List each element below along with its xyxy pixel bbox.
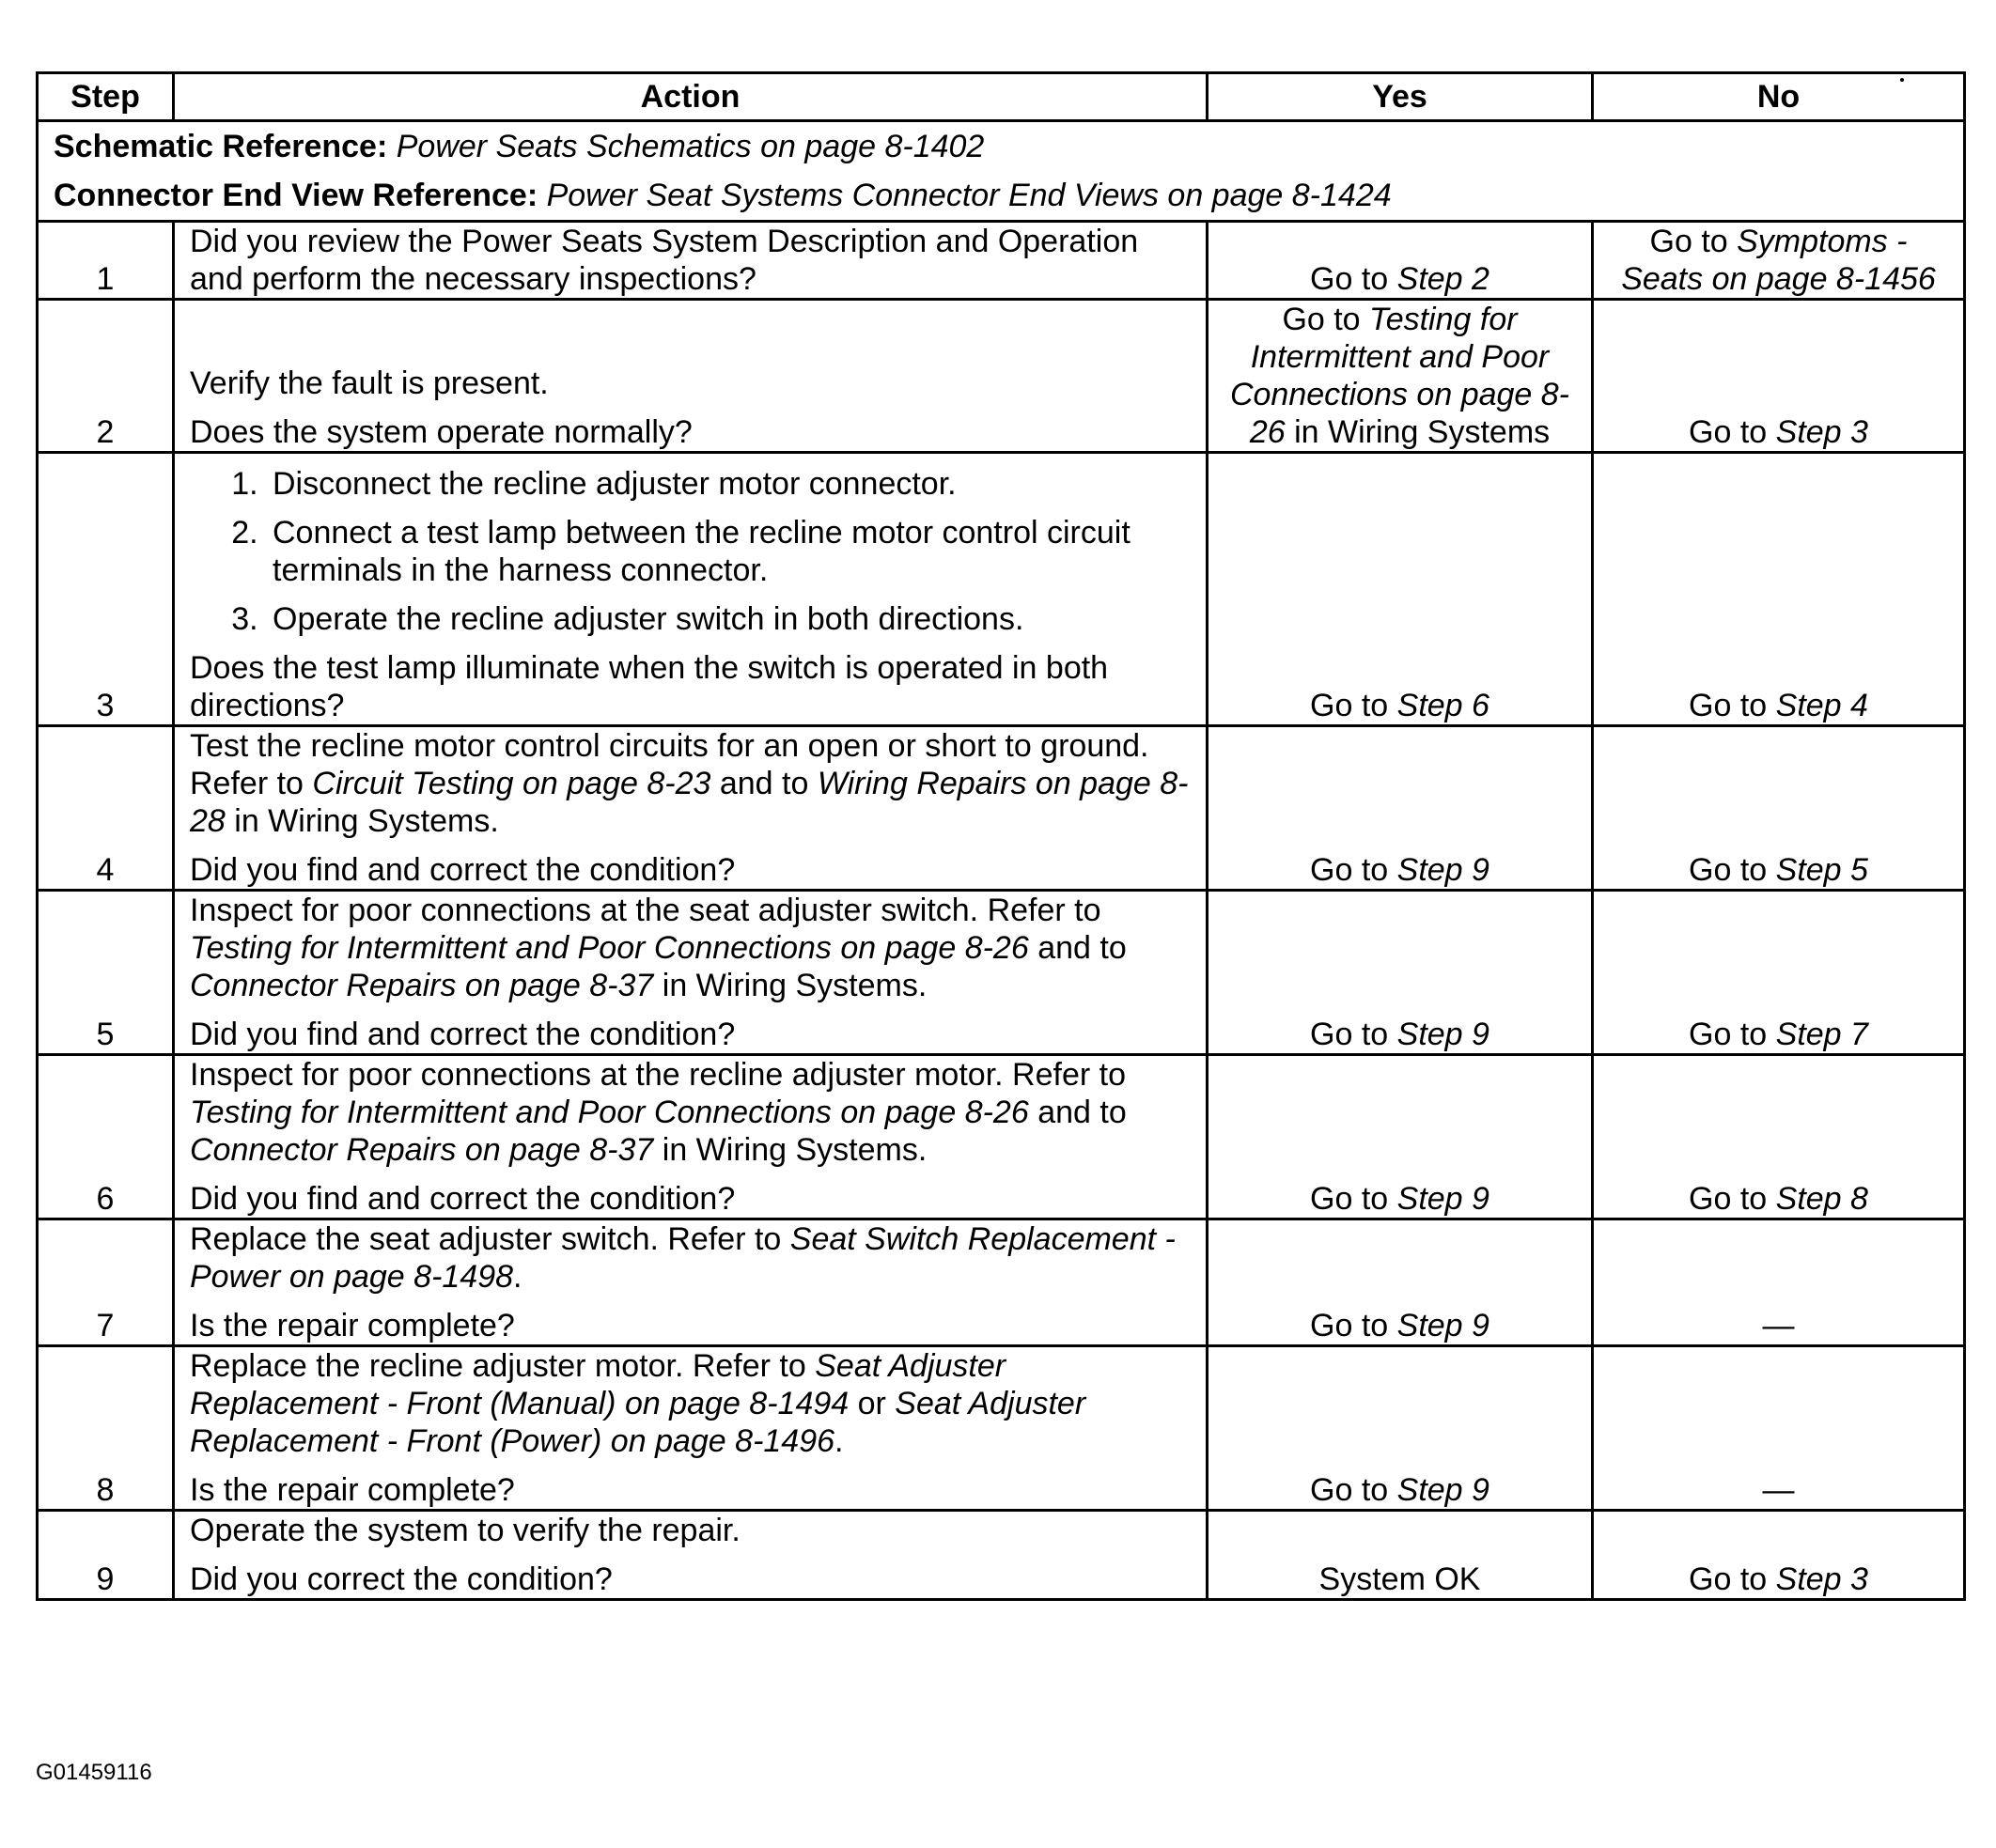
action-paragraph: Replace the seat adjuster switch. Refer to Seat Switch Replacement - Power on page 8-1498. bbox=[190, 1221, 1176, 1295]
action-paragraph: Did you correct the condition? bbox=[190, 1561, 613, 1597]
substep-item: 2. Connect a test lamp between the recline motor control circuit terminals in the harness connector. bbox=[267, 514, 1191, 589]
connector-reference-value: Power Seat Systems Connector End Views on page 8-1424 bbox=[546, 178, 1392, 213]
no-cell: Go to Symptoms - Seats on page 8-1456 bbox=[1593, 222, 1965, 300]
no-cell: Go to Step 8 bbox=[1593, 1055, 1965, 1219]
action-paragraph: Is the repair complete? bbox=[190, 1308, 515, 1343]
step-number: 7 bbox=[38, 1219, 174, 1346]
no-cell: — bbox=[1593, 1219, 1965, 1346]
action-paragraph: Did you find and correct the condition? bbox=[190, 1181, 736, 1217]
connector-reference bbox=[54, 171, 1948, 220]
step-number: 9 bbox=[38, 1511, 174, 1600]
header-no: No bbox=[1593, 73, 1965, 121]
action-paragraph: Inspect for poor connections at the seat adjuster switch. Refer to Testing for Intermittent and Poor Connections on page 8-26 and to Connector Repairs on page 8-37 in Wiring Systems. bbox=[190, 893, 1127, 1003]
yes-cell: System OK bbox=[1208, 1511, 1593, 1600]
action-cell bbox=[174, 1511, 1208, 1600]
yes-cell: Go to Step 9 bbox=[1208, 726, 1593, 891]
yes-cell: Go to Step 9 bbox=[1208, 1346, 1593, 1511]
substep-list bbox=[190, 465, 1191, 638]
no-cell: Go to Step 7 bbox=[1593, 891, 1965, 1055]
schematic-reference bbox=[54, 122, 1948, 171]
action-paragraph: Operate the system to verify the repair. bbox=[190, 1513, 741, 1548]
table-row bbox=[38, 222, 1965, 300]
reference-cell bbox=[38, 121, 1965, 222]
action-paragraph: Is the repair complete? bbox=[190, 1472, 515, 1508]
no-cell: Go to Step 4 bbox=[1593, 453, 1965, 726]
step-number: 5 bbox=[38, 891, 174, 1055]
action-cell bbox=[174, 222, 1208, 300]
step-number: 8 bbox=[38, 1346, 174, 1511]
action-cell bbox=[174, 453, 1208, 726]
action-cell bbox=[174, 300, 1208, 453]
table-row bbox=[38, 1055, 1965, 1219]
action-cell bbox=[174, 891, 1208, 1055]
schematic-reference-label: Schematic Reference: bbox=[54, 129, 388, 164]
action-paragraph: Did you find and correct the condition? bbox=[190, 852, 736, 888]
table-row bbox=[38, 1219, 1965, 1346]
action-paragraph: Inspect for poor connections at the recline adjuster motor. Refer to Testing for Intermittent and Poor Connections on page 8-26 and to Connector Repairs on page 8-37 in Wiring Systems. bbox=[190, 1057, 1127, 1168]
yes-cell: Go to Step 9 bbox=[1208, 1055, 1593, 1219]
no-cell: Go to Step 3 bbox=[1593, 300, 1965, 453]
header-row bbox=[38, 73, 1965, 121]
step-number: 4 bbox=[38, 726, 174, 891]
step-number: 3 bbox=[38, 453, 174, 726]
table-row bbox=[38, 891, 1965, 1055]
substep-item: 1. Disconnect the recline adjuster motor connector. bbox=[267, 465, 1191, 503]
header-step: Step bbox=[38, 73, 174, 121]
connector-reference-label: Connector End View Reference: bbox=[54, 178, 538, 213]
action-paragraph: Replace the recline adjuster motor. Refer to Seat Adjuster Replacement - Front (Manual) on page 8-1494 or Seat Adjuster Replacement - Front (Power) on page 8-1496. bbox=[190, 1348, 1086, 1459]
step-number: 1 bbox=[38, 222, 174, 300]
table-row bbox=[38, 726, 1965, 891]
header-yes: Yes bbox=[1208, 73, 1593, 121]
no-cell: — bbox=[1593, 1346, 1965, 1511]
action-paragraph: Does the system operate normally? bbox=[190, 414, 693, 450]
action-cell bbox=[174, 1346, 1208, 1511]
step-number: 6 bbox=[38, 1055, 174, 1219]
action-paragraph: Did you review the Power Seats System Description and Operation and perform the necessary inspections? bbox=[190, 224, 1139, 297]
header-action: Action bbox=[174, 73, 1208, 121]
reference-row bbox=[38, 121, 1965, 222]
yes-cell: Go to Step 9 bbox=[1208, 1219, 1593, 1346]
table-row bbox=[38, 1346, 1965, 1511]
no-cell: Go to Step 5 bbox=[1593, 726, 1965, 891]
diagnostic-table bbox=[36, 71, 1966, 1601]
action-paragraph: Verify the fault is present. bbox=[190, 365, 549, 401]
action-paragraph: Does the test lamp illuminate when the switch is operated in both directions? bbox=[190, 650, 1109, 723]
substep-item: 3. Operate the recline adjuster switch in both directions. bbox=[267, 600, 1191, 638]
action-paragraph: Test the recline motor control circuits for an open or short to ground. Refer to Circuit Testing on page 8-23 and to Wiring Repairs on page 8-28 in Wiring Systems. bbox=[190, 728, 1189, 839]
action-cell bbox=[174, 1055, 1208, 1219]
table-row bbox=[38, 300, 1965, 453]
yes-cell: Go to Step 9 bbox=[1208, 891, 1593, 1055]
yes-cell: Go to Testing for Intermittent and Poor Connections on page 8-26 in Wiring Systems bbox=[1208, 300, 1593, 453]
no-cell: Go to Step 3 bbox=[1593, 1511, 1965, 1600]
schematic-reference-value: Power Seats Schematics on page 8-1402 bbox=[396, 129, 985, 164]
action-paragraph: Did you find and correct the condition? bbox=[190, 1017, 736, 1052]
table-row bbox=[38, 1511, 1965, 1600]
figure-id: G01459116 bbox=[36, 1760, 152, 1785]
yes-cell: Go to Step 2 bbox=[1208, 222, 1593, 300]
step-number: 2 bbox=[38, 300, 174, 453]
action-cell bbox=[174, 1219, 1208, 1346]
action-cell bbox=[174, 726, 1208, 891]
yes-cell: Go to Step 6 bbox=[1208, 453, 1593, 726]
table-row bbox=[38, 453, 1965, 726]
